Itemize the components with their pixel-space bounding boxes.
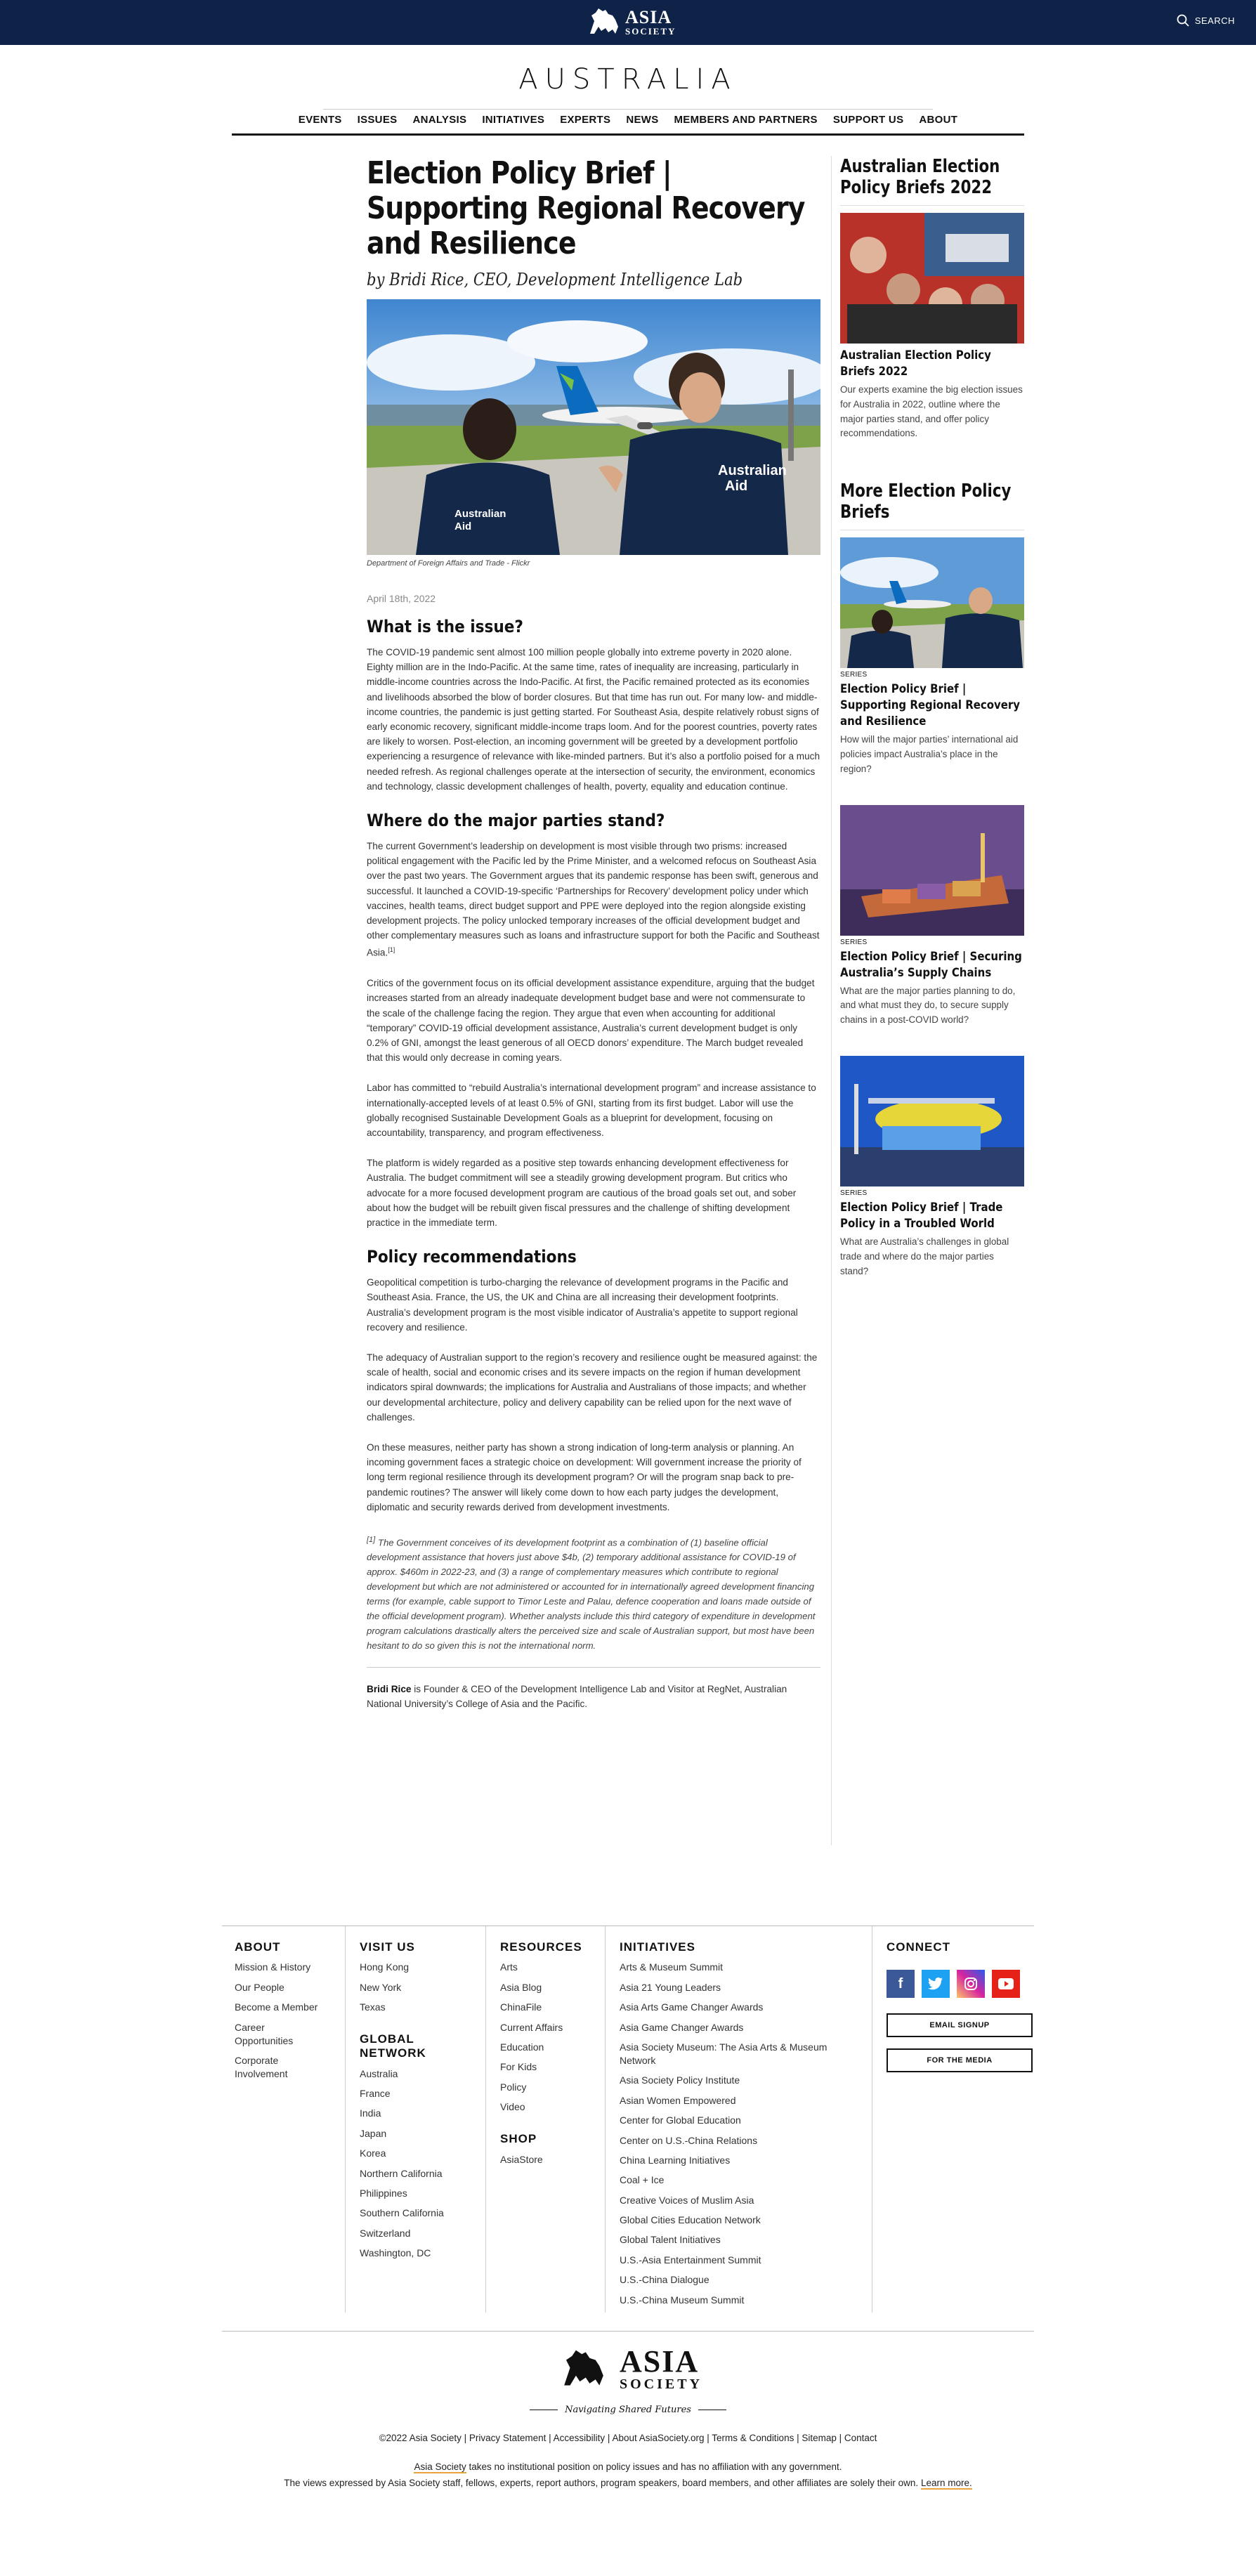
search-label: SEARCH (1194, 15, 1235, 26)
asia-society-logo[interactable] (587, 6, 676, 38)
footer-link[interactable]: Asia Arts Game Changer Awards (620, 2001, 764, 2013)
series-label: SERIES (840, 671, 868, 679)
nav-events[interactable]: EVENTS (298, 114, 342, 126)
footer-tagline (0, 2405, 1256, 2415)
footer-heading-resources: RESOURCES (500, 1940, 582, 1954)
nav-about[interactable]: ABOUT (919, 114, 958, 126)
footer-link[interactable]: Career Opportunities (235, 2021, 294, 2046)
footer-link[interactable]: Washington, DC (360, 2247, 431, 2259)
section-heading-parties: Where do the major parties stand? (367, 811, 665, 831)
nav-initiatives[interactable]: INITIATIVES (482, 114, 545, 126)
footer-link[interactable]: Switzerland (360, 2227, 411, 2239)
footer-link[interactable]: France (360, 2087, 391, 2099)
related-card-image[interactable] (840, 805, 1024, 936)
footer-logo[interactable] (0, 2346, 1256, 2391)
image-caption: Department of Foreign Affairs and Trade - Flickr (367, 559, 530, 568)
series-feature-desc: Our experts examine the big election issues for Australia in 2022, outline where the major parties stand, and offer policy recommendations. (840, 384, 1023, 439)
sidebar-rule (840, 205, 1024, 206)
footer-heading-initiatives: INITIATIVES (620, 1940, 695, 1954)
nav-analysis[interactable]: ANALYSIS (412, 114, 467, 126)
series-label: SERIES (840, 1189, 868, 1197)
paragraph: On these measures, neither party has shown a strong indication of long-term analysis or planning. An incoming government faces a strategic choice on development: Will government increase the priority of long term regional resilience through its development program? Or will the program snap back to pre-pandemic routines? The answer will likely come down to how each party judges the development, diplomatic and security rewards derived from development investments. (367, 1442, 802, 1512)
footer-heading-visit: VISIT US (360, 1940, 415, 1954)
footer-link[interactable]: Texas (360, 2001, 386, 2013)
footer-disclaimer (0, 2478, 1256, 2488)
footer-link[interactable]: Southern California (360, 2207, 444, 2219)
lion-logo-icon (554, 2346, 614, 2391)
footnote-ref-link[interactable]: [1] (388, 946, 395, 954)
paragraph: The COVID-19 pandemic sent almost 100 million people globally into extreme poverty in 2020 alone. Eighty million are in the Indo-Pacific. At the same time, rates of inequality are increasing, particularly in middle-income countries across the Indo-Pacific. At first, the Pacific remained protected as its economies and livelihoods absorbed the blow of border closures. But that time has run out. For many low- and middle-income countries, the pandemic is just getting started. For Southeast Asia, despite relatively robust signs of early economic recovery, significant middle-income traps loom. And for the poorest countries, poverty rates are likely to worsen. Post-election, an incoming government will be greeted by a development portfolio experiencing a resurgence of relevance with like-minded partners. But it’s also a portfolio poised for a much needed refresh. As regional challenges operate at the intersection of security, the environment, economics and technology, classic development challenges of health, poverty, equality and education continue. (367, 647, 820, 792)
related-card-title[interactable]: Election Policy Brief | Trade Policy in a Troubled World (840, 1200, 1003, 1231)
footer-link[interactable]: Global Talent Initiatives (620, 2234, 721, 2246)
footer-link[interactable]: Education (500, 2041, 544, 2053)
bio-divider (367, 1667, 820, 1668)
related-card-desc: What are the major parties planning to do, and what must they do, to secure supply chains in a post-COVID world? (840, 985, 1016, 1026)
disclaimer-text: takes no institutional position on policy issues and has no affiliation with any government. (466, 2461, 842, 2472)
disclaimer-text: The views expressed by Asia Society staff, fellows, experts, report authors, program speakers, board members, and other affiliates are solely their own. (284, 2478, 921, 2488)
author-bio (367, 1682, 820, 1711)
nav-support-us[interactable]: SUPPORT US (832, 114, 904, 126)
footer-link[interactable]: Asia Blog (500, 1981, 542, 1993)
series-feature-title[interactable]: Australian Election Policy Briefs 2022 (840, 348, 991, 379)
footer-link[interactable]: ChinaFile (500, 2001, 542, 2013)
footer-link[interactable]: Current Affairs (500, 2021, 563, 2033)
shirt-text-left: Australian (454, 508, 506, 520)
footer-link[interactable]: Korea (360, 2147, 386, 2159)
footer-link[interactable]: New York (360, 1981, 402, 1993)
paragraph: Critics of the government focus on its official development assistance expenditure, arguing that the budget increases started from an already inadequate development budget base and were not commensurate to the scale of the challenge facing the region. They argue that even when accounting for additional “temporary” COVID-19 official development assistance, Australia’s current development budget is only 0.2% of GNI, amongst the least generous of all OECD donors’ expenditure. The March budget revealed that this would only decrease in coming years. (367, 978, 815, 1064)
sidebar-heading-more: More Election Policy Briefs (840, 480, 1012, 523)
footer-heading-about: ABOUT (235, 1940, 281, 1954)
footer-col-resources (486, 1926, 606, 2313)
footer-link[interactable]: Arts & Museum Summit (620, 1961, 724, 1973)
article-date: April 18th, 2022 (367, 593, 436, 604)
logo-text-society: SOCIETY (625, 25, 676, 37)
for-the-media-button[interactable]: FOR THE MEDIA (887, 2048, 1033, 2072)
footer-link[interactable]: Global Cities Education Network (620, 2214, 761, 2226)
footer-link[interactable]: Asia 21 Young Leaders (620, 1981, 721, 1993)
header-rule (232, 133, 1024, 136)
footer-link[interactable]: Philippines (360, 2187, 407, 2199)
instagram-icon[interactable] (957, 1970, 985, 1998)
footer-heading-global: GLOBAL NETWORK (360, 2032, 426, 2060)
paragraph-text: The current Government’s leadership on development is most visible through two prisms: increased political engagement with the Pacific led by the Prime Minister, and a welcomed refocus on Southeast Asia over the past two years. The Government argues that its pandemic response has been swift, generous and successful. It launched a COVID-19-specific ‘Partnerships for Recovery’ development policy under which vaccines, health teams, direct budget support and PPE were deployed into the region alongside existing development projects. The policy unlocked temporary increases of the official development budget and other complementary measures such as loans and infrastructure support for both the Pacific and Southeast Asia. (367, 841, 820, 958)
footer-link[interactable]: Video (500, 2101, 525, 2113)
nav-members-partners[interactable]: MEMBERS AND PARTNERS (674, 114, 818, 126)
sidebar-heading-series: Australian Election Policy Briefs 2022 (840, 156, 1000, 198)
footer-link[interactable]: Center on U.S.-China Relations (620, 2134, 758, 2146)
learn-more-link[interactable]: Learn more. (920, 2478, 972, 2488)
site-title[interactable]: AUSTRALIA (518, 63, 738, 96)
top-bar (0, 0, 1256, 45)
author-name: Bridi Rice (367, 1684, 412, 1695)
footer-link[interactable]: China Learning Initiatives (620, 2154, 731, 2166)
sidebar-divider (831, 156, 832, 1845)
youtube-icon[interactable] (992, 1970, 1020, 1998)
footer-link[interactable]: India (360, 2107, 381, 2119)
hero-image (367, 299, 820, 555)
footer-link[interactable]: Coal + Ice (620, 2174, 665, 2186)
facebook-icon[interactable]: f (887, 1970, 915, 1998)
footer-link[interactable]: Become a Member (235, 2001, 318, 2013)
footer-link[interactable]: Our People (235, 1981, 284, 1993)
footer-link[interactable]: U.S.-China Museum Summit (620, 2294, 745, 2306)
section-heading-recommendations: Policy recommendations (367, 1247, 577, 1267)
footer-link[interactable]: Hong Kong (360, 1961, 410, 1973)
footer-link[interactable]: Arts (500, 1961, 518, 1973)
paragraph (367, 839, 820, 960)
footer-link[interactable]: Northern California (360, 2167, 443, 2179)
related-card-image[interactable] (840, 537, 1024, 668)
footer-logo-asia: ASIA (619, 2344, 700, 2379)
footer-link[interactable]: AsiaStore (500, 2153, 543, 2165)
main-nav (0, 114, 1256, 126)
paragraph: The platform is widely regarded as a positive step towards enhancing development effectiveness for Australia. The budget commitment will see a steadily growing development program. But critics who advocate for a more focused development program are cautious of the broad goals set out, and sober about how the budget will be rebuilt given fiscal pressures and the challenge of shifting development practice in the immediate term. (367, 1158, 797, 1229)
footer-disclaimer (0, 2461, 1256, 2472)
search-icon (1177, 14, 1189, 27)
nav-divider (323, 109, 933, 110)
shirt-text-left-2: Aid (454, 521, 472, 532)
article-byline: by Bridi Rice, CEO, Development Intelligence Lab (367, 270, 743, 289)
footer-link[interactable]: U.S.-China Dialogue (620, 2274, 709, 2286)
footer-logo-society: SOCIETY (619, 2376, 703, 2392)
section-heading-issue: What is the issue? (367, 617, 523, 636)
series-label: SERIES (840, 938, 868, 946)
footer-link[interactable]: Center for Global Education (620, 2114, 741, 2126)
footer-heading-shop: SHOP (500, 2132, 537, 2146)
footer-columns (222, 1926, 1034, 2320)
author-bio-text: is Founder & CEO of the Development Intelligence Lab and Visitor at RegNet, Australian National University’s College of Asia and the Pacific. (367, 1684, 787, 1710)
related-card-image[interactable] (840, 1056, 1024, 1186)
shirt-text-right: Australian (718, 463, 787, 478)
article (367, 156, 820, 1711)
footer-bottom-rule (222, 2331, 1034, 2332)
footnote-text: The Government conceives of its development footprint as a combination of (1) baseline official development assistance that hovers just above $4b, (2) temporary additional assistance for COVID-19 of approx. $460m in 2022-23, and (3) a range of complementary measures which contribute to regional development but which are not administered or accounted for in internationally agreed development financing terms (for example, cable support to Timor Leste and Palau, defence cooperation and loans made outside of the official development program). Whether analysts include this third category of expenditure in development program calculations drastically alters the perceived size and scale of Australian support, but most have been hesitant to do so given this is not the international norm. (367, 1537, 816, 1652)
search-button[interactable] (1177, 14, 1235, 27)
related-card-desc: How will the major parties’ international aid policies impact Australia’s place in the region? (840, 734, 1019, 774)
footer-col-about (222, 1926, 346, 2313)
footer-col-initiatives (606, 1926, 872, 2313)
footer-link[interactable]: Mission & History (235, 1961, 311, 1973)
footer-link[interactable]: Australia (360, 2067, 398, 2079)
related-card-desc: What are Australia’s challenges in global trade and where do the major parties stand? (840, 1236, 1009, 1276)
logo-text-asia: ASIA (625, 6, 672, 27)
paragraph: The adequacy of Australian support to the region’s recovery and resilience ought be measured against: the scale of health, social and economic crises and its severe impacts on the region if human development indicators spiral downwards; the implications for Australia and Australians of those impacts; and whether our developmental architecture, policy and delivery capability can be relied upon for the next wave of challenges. (367, 1352, 818, 1423)
footer-link[interactable]: Creative Voices of Muslim Asia (620, 2194, 754, 2206)
footer-link[interactable]: Asia Society Museum: The Asia Arts & Museum Network (620, 2041, 827, 2066)
footer-link[interactable]: U.S.-Asia Entertainment Summit (620, 2254, 761, 2266)
footer-link[interactable]: For Kids (500, 2061, 537, 2073)
paragraph: Geopolitical competition is turbo-charging the relevance of development programs in the Pacific and Southeast Asia. France, the US, the UK and China are all increasing their development footprints. Australia’s development program is the most visible indicator of Australia’s appetite to support regional recovery and resilience. (367, 1277, 798, 1333)
social-links (887, 1970, 1034, 1998)
footer-link[interactable]: Asia Society Policy Institute (620, 2074, 740, 2086)
related-card-title[interactable]: Election Policy Brief | Securing Australia’s Supply Chains (840, 949, 1022, 980)
footer-link[interactable]: Policy (500, 2081, 527, 2093)
paragraph: Labor has committed to “rebuild Australia’s international development program” and increase assistance to internationally-accepted levels of at least 0.5% of GNI, starting from its first budget. Labor will use the globally recognised Sustainable Development Goals as a blueprint for development, focusing on accountability, transparency, and program effectiveness. (367, 1083, 816, 1139)
asia-society-link[interactable]: Asia Society (414, 2461, 466, 2472)
footer-link[interactable]: Asian Women Empowered (620, 2094, 736, 2106)
footer-link[interactable]: Asia Game Changer Awards (620, 2021, 744, 2033)
related-card-title[interactable]: Election Policy Brief | Supporting Regional Recovery and Resilience (840, 682, 1021, 729)
footer-legal-links[interactable]: ©2022 Asia Society | Privacy Statement | Accessibility | About AsiaSociety.org | Terms & Conditions | Sitemap | Contact (379, 2433, 877, 2443)
nav-experts[interactable]: EXPERTS (560, 114, 611, 126)
sidebar (840, 156, 1024, 1279)
series-feature-image[interactable] (840, 213, 1024, 344)
twitter-icon[interactable] (922, 1970, 950, 1998)
nav-issues[interactable]: ISSUES (357, 114, 398, 126)
shirt-text-right-2: Aid (725, 478, 748, 494)
nav-news[interactable]: NEWS (626, 114, 659, 126)
article-title: Election Policy Brief | Supporting Regional Recovery and Resilience (367, 155, 805, 261)
footer-col-connect (872, 1926, 1034, 2313)
footnote (367, 1533, 820, 1653)
tagline-text: Navigating Shared Futures (523, 2405, 733, 2415)
email-signup-button[interactable]: EMAIL SIGNUP (887, 2013, 1033, 2037)
footer-link[interactable]: Japan (360, 2127, 387, 2139)
footer-col-visit (346, 1926, 486, 2313)
lion-logo-icon (587, 6, 621, 38)
footnote-marker[interactable]: [1] (367, 1536, 376, 1545)
footer-heading-connect: CONNECT (887, 1940, 951, 1954)
footer-link[interactable]: Corporate Involvement (235, 2054, 288, 2079)
